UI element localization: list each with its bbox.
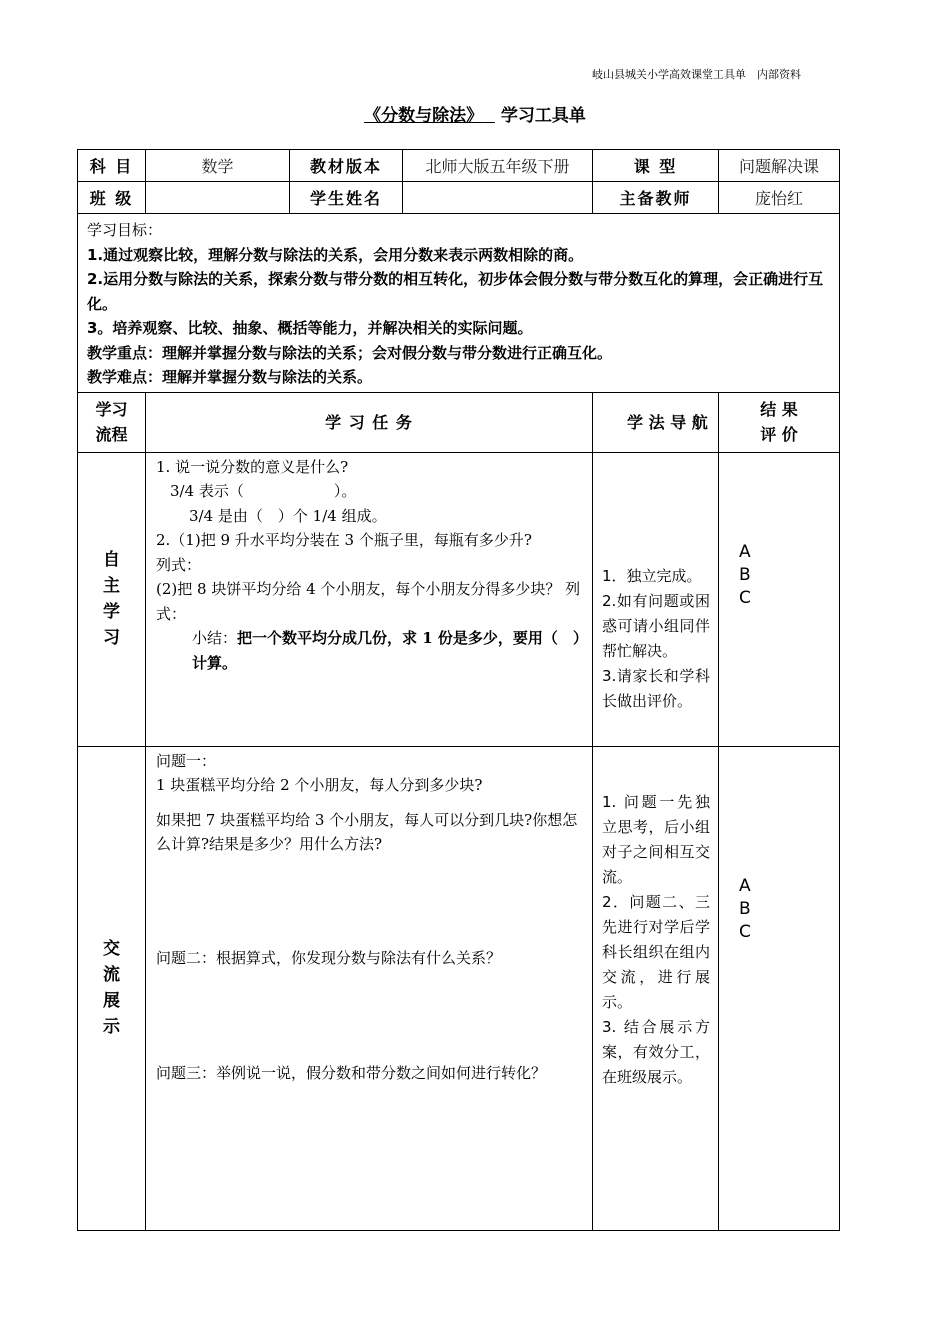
grade-c[interactable]: C [739,587,751,608]
section1-char-2: 主 [103,576,120,596]
goals-heading: 学习目标： [87,221,163,239]
student-name-value[interactable] [403,182,593,214]
goal-item-1: 1.通过观察比较，理解分数与除法的关系，会用分数来表示两数相除的商。 [87,245,584,264]
title-gap [483,106,495,126]
exchange-tasks[interactable] [146,746,593,1230]
column-header-row [78,392,840,452]
guide-item: 1. 问题一先独立思考，后小组对子之间相互交流。 [602,792,710,886]
class-value[interactable] [146,182,290,214]
section2-char-2: 流 [103,965,120,985]
section2-char-3: 展 [103,991,120,1011]
grade-a[interactable]: A [739,541,751,562]
exchange-guide [593,746,719,1230]
document-title [0,101,950,126]
guide-item: 2.如有问题或困惑可请小组同伴帮忙解决。 [602,592,710,660]
worksheet-table [77,149,840,1231]
question-1-title: 问题一： [156,751,217,770]
summary-prefix: 小结： [192,629,238,647]
section-exchange-label [78,746,146,1230]
guide-item: 2．问题二、三先进行对学后学科长组织在组内交流，进行展示。 [602,892,710,1011]
title-suffix: 学习工具单 [500,106,586,126]
grade-b[interactable]: B [739,898,751,919]
self-study-tasks[interactable] [146,452,593,746]
textbook-value[interactable]: 北师大版五年级下册 [403,150,593,182]
exchange-grades[interactable] [719,746,840,1230]
guide-item: 1．独立完成。 [602,567,702,585]
goal-item-3: 3。培养观察、比较、抽象、概括等能力，并解决相关的实际问题。 [87,319,533,337]
difficulty-point: 教学难点：理解并掌握分数与除法的关系。 [87,368,373,386]
title-main: 《分数与除法》 [364,106,484,126]
section2-char-4: 示 [103,1017,120,1037]
grade-a[interactable]: A [739,875,751,896]
subject-value[interactable]: 数学 [146,150,290,182]
question-2: 问题二：根据算式，你发现分数与除法有什么关系？ [156,948,502,967]
task-line: 3/4 表示（ ）。 [170,482,357,500]
subject-label: 科 目 [78,150,146,182]
section-exchange-row [78,746,840,1230]
question-1-line-1: 1 块蛋糕平均分给 2 个小朋友，每人分到多少块? [156,776,483,794]
header-note: 岐山县城关小学高效课堂工具单 内部资料 [592,68,801,81]
learning-goals [78,214,840,393]
grade-b[interactable]: B [739,564,751,585]
task-line: 3/4 是由（ ）个 1/4 组成。 [189,506,387,525]
process-header-line-1: 学习 [95,400,128,419]
question-1-line-2: 如果把 7 块蛋糕平均给 3 个小朋友，每人可以分到几块?你想怎么计算?结果是多少？用什么方法? [156,810,578,853]
section1-char-3: 学 [103,602,120,622]
summary-line [156,626,584,675]
summary-text: 把一个数平均分成几份，求 1 份是多少，要用（ ）计算。 [192,629,581,672]
goal-item-2: 2.运用分数与除法的关系，探索分数与带分数的相互转化，初步体会假分数与带分数互化的算理，会正确进行互化。 [87,270,824,313]
grade-c[interactable]: C [739,921,751,942]
teacher-value[interactable]: 庞怡红 [719,182,840,214]
student-name-label: 学生姓名 [290,182,403,214]
section2-char-1: 交 [103,939,120,959]
eval-header-line-2: 评 价 [760,425,798,444]
guide-item: 3.请家长和学科长做出评价。 [602,667,710,710]
question-3: 问题三：举例说一说，假分数和带分数之间如何进行转化？ [156,1064,547,1082]
goals-row [78,214,840,393]
guide-column-header: 学 法 导 航 [593,392,719,452]
lesson-type-value[interactable]: 问题解决课 [719,150,840,182]
section-self-study-row [78,452,840,746]
self-study-guide [593,452,719,746]
info-row-1 [78,150,840,182]
process-column-header [78,392,146,452]
self-study-grades[interactable] [719,452,840,746]
task-line: 2.（1)把 9 升水平均分装在 3 个瓶子里，每瓶有多少升? [156,531,532,549]
task-line: 1. 说一说分数的意义是什么? [156,457,349,476]
teacher-label: 主备教师 [593,182,719,214]
info-row-2 [78,182,840,214]
lesson-type-label: 课 型 [593,150,719,182]
guide-item: 3. 结合展示方案，有效分工，在班级展示。 [602,1017,710,1086]
eval-header-line-1: 结 果 [760,400,798,419]
eval-column-header [719,392,840,452]
section-self-study-label [78,452,146,746]
task-line: (2)把 8 块饼平均分给 4 个小朋友，每个小朋友分得多少块？ 列式： [156,580,581,623]
section1-char-4: 习 [103,628,120,648]
key-point: 教学重点：理解并掌握分数与除法的关系；会对假分数与带分数进行正确互化。 [87,343,613,362]
process-header-line-2: 流程 [95,425,128,444]
textbook-label: 教材版本 [290,150,403,182]
section1-char-1: 自 [103,550,120,570]
task-column-header: 学 习 任 务 [146,392,593,452]
task-line: 列式： [156,555,202,574]
class-label: 班 级 [78,182,146,214]
